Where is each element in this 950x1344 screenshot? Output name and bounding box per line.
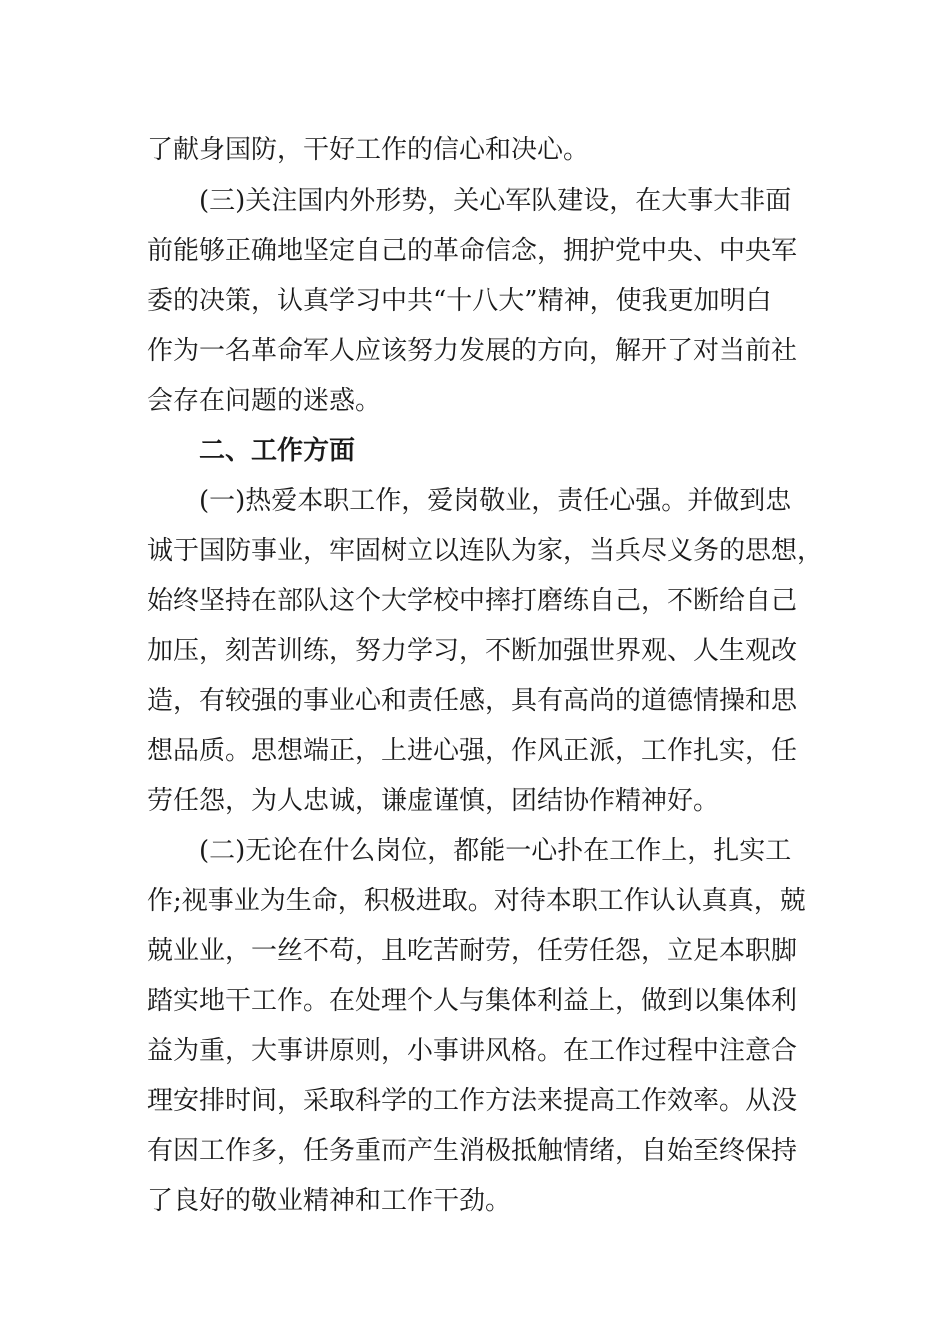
text-line: 益为重，大事讲原则，小事讲风格。在工作过程中注意合 bbox=[147, 1036, 798, 1066]
text-line: 前能够正确地坚定自己的革命信念，拥护党中央、中央军 bbox=[147, 236, 798, 266]
section-heading: 二、工作方面 bbox=[199, 436, 356, 466]
text-line: 会存在问题的迷惑。 bbox=[147, 386, 382, 416]
text-line: 作;视事业为生命，积极进取。对待本职工作认认真真，兢 bbox=[147, 886, 806, 916]
text-line: 兢业业，一丝不苟，且吃苦耐劳，任劳任怨，立足本职脚 bbox=[147, 936, 798, 966]
text-line: 了献身国防，干好工作的信心和决心。 bbox=[147, 135, 590, 165]
paragraph-first-line: (三)关注国内外形势，关心军队建设，在大事大非面 bbox=[199, 186, 792, 216]
text-line: 踏实地干工作。在处理个人与集体利益上，做到以集体利 bbox=[147, 986, 798, 1016]
paragraph-first-line: (二)无论在什么岗位，都能一心扑在工作上，扎实工 bbox=[199, 836, 792, 866]
text-line: 想品质。思想端正，上进心强，作风正派，工作扎实，任 bbox=[147, 736, 798, 766]
paragraph-first-line: (一)热爱本职工作，爱岗敬业，责任心强。并做到忠 bbox=[199, 486, 792, 516]
text-line: 诚于国防事业，牢固树立以连队为家，当兵尽义务的思想， bbox=[147, 536, 824, 566]
text-line: 劳任怨，为人忠诚，谦虚谨慎，团结协作精神好。 bbox=[147, 786, 720, 816]
text-line: 有因工作多，任务重而产生消极抵触情绪，自始至终保持 bbox=[147, 1136, 798, 1166]
text-line: 加压，刻苦训练，努力学习，不断加强世界观、人生观改 bbox=[147, 636, 798, 666]
text-line: 委的决策，认真学习中共“十八大”精神，使我更加明白 bbox=[147, 286, 772, 316]
text-line: 理安排时间，采取科学的工作方法来提高工作效率。从没 bbox=[147, 1086, 798, 1116]
text-line: 作为一名革命军人应该努力发展的方向，解开了对当前社 bbox=[147, 336, 798, 366]
text-line: 造，有较强的事业心和责任感，具有高尚的道德情操和思 bbox=[147, 686, 798, 716]
text-line: 了良好的敬业精神和工作干劲。 bbox=[147, 1186, 512, 1216]
text-line: 始终坚持在部队这个大学校中摔打磨练自己，不断给自己 bbox=[147, 586, 798, 616]
